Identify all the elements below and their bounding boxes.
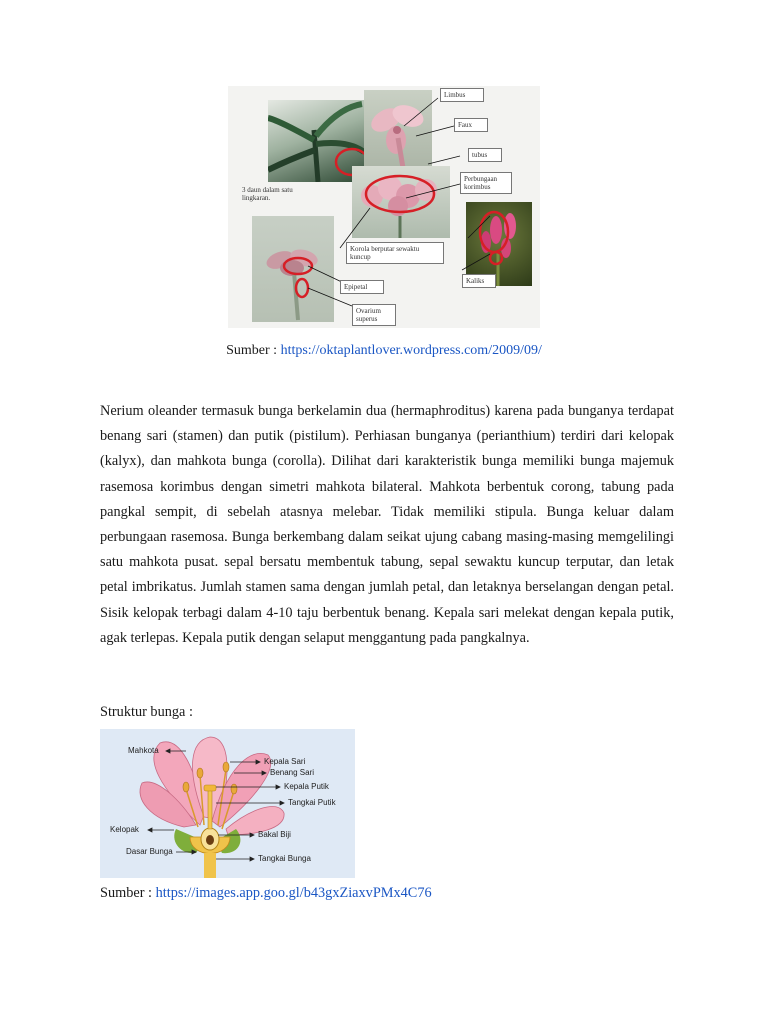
source-link-2[interactable]: https://images.app.goo.gl/b43gxZiaxvPMx4C76 (155, 885, 432, 901)
label-kaliks: Kaliks (462, 274, 496, 288)
structure-heading: Struktur bunga : (100, 704, 193, 720)
label-corymb: Perbungaan korimbus (460, 172, 512, 194)
description-paragraph: Nerium oleander termasuk bunga berkelamin dua (hermaphroditus) karena pada bunganya terdapat benang sari (stamen) dan putik (pistilum). Perhiasan bunganya (perianthium) terdiri dari kelopak (kalyx), dan mahkota bunga (corolla). Dilihat dari karakteristik bunga memiliki bunga majemuk rasemosa korimbus dengan simetri mahkota bilateral. Mahkota berbentuk corong, tabung pada pangkal sempit, di sebelah atasnya melebar. Tidak memiliki stipula. Bunga keluar dalam perbungaan rasemosa. Bunga berkembang dalam seikat ujung cabang masing-masing memgelilingi satu mahkota pusat. sepal bersatu membentuk tabung, sepal sewaktu kuncup terputar, dan letak petal imbrikatus. Jumlah stamen sama dengan jumlah petal, dan letaknya berselangan dengan petal. Sisik kelopak terbagi dalam 4-10 taju berbentuk benang. Kepala sari melekat dengan kepala putik, agak terlepas. Kepala putik dengan selaput menggantung pada pangkalnya. (100, 403, 674, 646)
source-link-1[interactable]: https://oktaplantlover.wordpress.com/2009/09/ (280, 343, 542, 358)
flower-structure-diagram (100, 729, 355, 878)
oleander-collage-figure (228, 86, 540, 328)
figure-source-caption-1 (0, 343, 768, 359)
label-epipetal: Epipetal (340, 280, 384, 294)
label-kelopak: Kelopak (110, 825, 139, 834)
source-prefix: Sumber : (226, 343, 281, 358)
label-kepala-putik: Kepala Putik (284, 782, 329, 791)
label-bakal-biji: Bakal Biji (258, 830, 291, 839)
label-faux: Faux (454, 118, 488, 132)
label-tangkai-putik: Tangkai Putik (288, 798, 336, 807)
label-kepala-sari: Kepala Sari (264, 757, 306, 766)
label-tangkai-bunga: Tangkai Bunga (258, 854, 311, 863)
source-prefix-2: Sumber : (100, 885, 156, 901)
label-twisted-corolla: Korola berputar sewaktu kuncup (346, 242, 444, 264)
label-limbus: Limbus (440, 88, 484, 102)
label-ovarium-superus: Ovarium superus (352, 304, 396, 326)
label-benang-sari: Benang Sari (270, 768, 315, 777)
label-leaf-whorl: 3 daun dalam satu lingkaran. (242, 186, 293, 202)
label-mahkota: Mahkota (128, 746, 159, 755)
label-tubus: tubus (468, 148, 502, 162)
label-dasar-bunga: Dasar Bunga (126, 847, 173, 856)
figure-source-caption-2 (100, 885, 432, 902)
collage-leader-lines (228, 86, 540, 328)
